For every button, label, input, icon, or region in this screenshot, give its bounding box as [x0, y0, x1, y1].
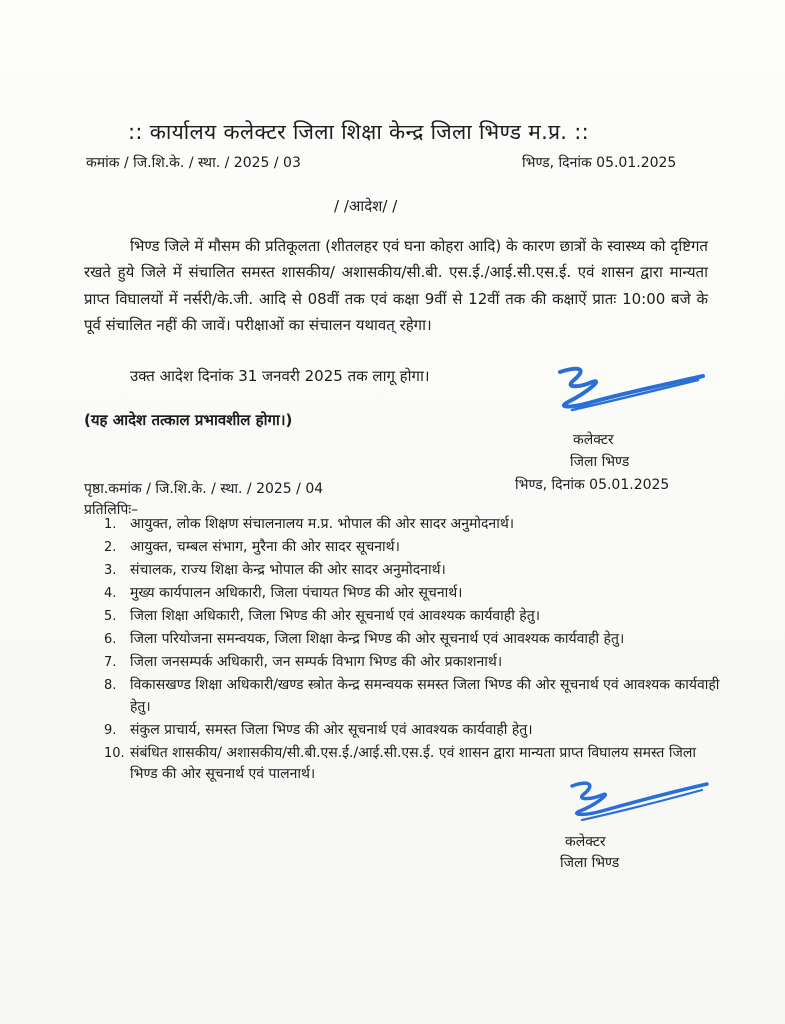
list-item: 5. जिला शिक्षा अधिकारी, जिला भिण्ड की ओर सूचनार्थ एवं आवश्यक कार्यवाही हेतु। [104, 608, 540, 624]
signatory-district-1: जिला भिण्ड [570, 454, 630, 470]
effect-note: (यह आदेश तत्काल प्रभावशील होगा।) [84, 411, 293, 429]
list-item: 6. जिला परियोजना समन्वयक, जिला शिक्षा केन्द्र भिण्ड की ओर सूचनार्थ एवं आवश्यक कार्यवाही हेतु। [104, 631, 625, 647]
endorsement-place-date: भिण्ड, दिनांक 05.01.2025 [515, 477, 670, 493]
order-paragraph [84, 233, 708, 339]
order-place-date: भिण्ड, दिनांक 05.01.2025 [522, 155, 677, 171]
list-item: 10. संबंधित शासकीय/ अशासकीय/सी.बी.एस.ई./आई.सी.एस.ई. एवं शासन द्वारा मान्यता प्राप्त विघालय समस्त जिला भिण्ड की ओर सूचनार्थ एवं पालनार्थ। [104, 744, 696, 782]
collector-signature-1 [548, 362, 708, 432]
list-item: 1. आयुक्त, लोक शिक्षण संचालनालय म.प्र. भोपाल की ओर सादर अनुमोदनार्थ। [104, 516, 515, 532]
signatory-title-1: कलेक्टर [573, 432, 614, 448]
endorsement-reference-number: पृष्ठा.कमांक / जि.शि.के. / स्था. / 2025 / 04 [84, 481, 324, 497]
recipient-list [100, 514, 720, 787]
office-title: :: कार्यालय कलेक्टर जिला शिक्षा केन्द्र जिला भिण्ड म.प्र. :: [128, 120, 590, 144]
order-paragraph-text: भिण्ड जिले में मौसम की प्रतिकूलता (शीतलहर एवं घना कोहरा आदि) के कारण छात्रों के स्वास्थ्य को दृष्टिगत रखते हुये जिले में संचालित समस्त शासकीय/ अशासकीय/सी.बी. एस.ई./आई.सी.एस.ई. एवं शासन द्वारा मान्यता प्राप्त विघालयों में नर्सरी/के.जी. आदि से 08वीं तक एवं कक्षा 9वीं से 12वीं तक की कक्षाऐं प्रातः 10:00 बजे के पूर्व संचालित नहीं की जावें। परीक्षाओं का संचालन यथावत् रहेगा। [84, 237, 708, 335]
list-item: 8. विकासखण्ड शिक्षा अधिकारी/खण्ड स्त्रोत केन्द्र समन्वयक समस्त जिला भिण्ड की ओर सूचनार्थ एवं आवश्यक कार्यवाही हेतु। [104, 677, 720, 715]
signatory-title-2: कलेक्टर [565, 834, 606, 850]
collector-signature-2 [562, 778, 712, 834]
list-item: 7. जिला जनसम्पर्क अधिकारी, जन सम्पर्क विभाग भिण्ड की ओर प्रकाशनार्थ। [104, 654, 503, 670]
list-item: 3. संचालक, राज्य शिक्षा केन्द्र भोपाल की ओर सादर अनुमोदनार्थ। [104, 562, 446, 578]
order-validity: उक्त आदेश दिनांक 31 जनवरी 2025 तक लागू होगा। [130, 367, 430, 385]
list-item: 9. संकुल प्राचार्य, समस्त जिला भिण्ड की ओर सूचनार्थ एवं आवश्यक कार्यवाही हेतु। [104, 721, 533, 738]
order-heading: / /आदेश/ / [334, 197, 398, 215]
copy-to-label: प्रतिलिपिः– [84, 502, 139, 518]
signatory-district-2: जिला भिण्ड [560, 855, 620, 871]
list-item: 2. आयुक्त, चम्बल संभाग, मुरैना की ओर सादर सूचनार्थ। [104, 539, 400, 555]
list-item: 4. मुख्य कार्यपालन अधिकारी, जिला पंचायत भिण्ड की ओर सूचनार्थ। [104, 585, 463, 601]
order-reference-number: कमांक / जि.शि.के. / स्था. / 2025 / 03 [86, 155, 301, 171]
